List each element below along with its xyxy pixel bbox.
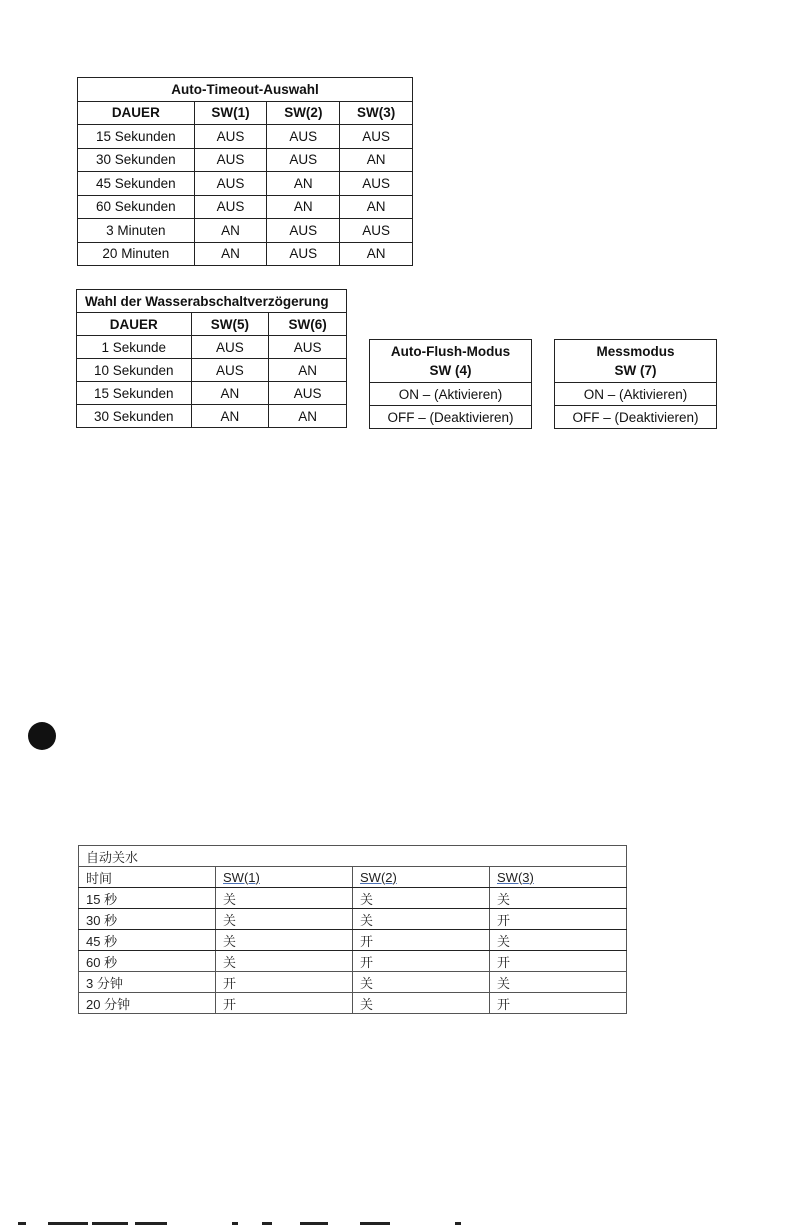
table-row <box>77 405 347 428</box>
cell: 关 <box>216 909 353 930</box>
table-row <box>78 172 413 196</box>
table-title: Auto-Timeout-Auswahl <box>78 78 413 102</box>
cell: 开 <box>490 993 627 1014</box>
cell: 15 Sekunden <box>78 125 195 149</box>
auto-timeout-table <box>77 77 413 266</box>
cell: AUS <box>267 125 340 149</box>
column-header: DAUER <box>78 101 195 125</box>
cell: AN <box>267 172 340 196</box>
table-header <box>555 340 717 383</box>
cell: AUS <box>194 148 267 172</box>
switch-label: SW (7) <box>614 363 657 378</box>
cell: AUS <box>340 172 413 196</box>
table-row <box>370 383 532 406</box>
cell: 45 Sekunden <box>78 172 195 196</box>
cell: 60 秒 <box>79 951 216 972</box>
table-row <box>79 972 627 993</box>
cell: AN <box>194 242 267 266</box>
page-bottom-marks <box>0 1218 793 1225</box>
cell: 1 Sekunde <box>77 336 192 359</box>
table-row <box>78 125 413 149</box>
table-row <box>79 951 627 972</box>
cell: 关 <box>353 909 490 930</box>
table-row <box>78 148 413 172</box>
cell: AUS <box>191 336 269 359</box>
table-row <box>78 219 413 243</box>
table-row <box>77 359 347 382</box>
cell: 10 Sekunden <box>77 359 192 382</box>
cell: 30 秒 <box>79 909 216 930</box>
table-row <box>78 195 413 219</box>
table-title: 自动关水 <box>79 846 627 867</box>
cell: 15 秒 <box>79 888 216 909</box>
cell: 开 <box>353 951 490 972</box>
cell: AN <box>269 405 347 428</box>
table-row <box>79 909 627 930</box>
cell: AUS <box>191 359 269 382</box>
cell: AUS <box>340 125 413 149</box>
cell: AUS <box>194 195 267 219</box>
cell: 30 Sekunden <box>78 148 195 172</box>
cell: AN <box>194 219 267 243</box>
table-row <box>370 406 532 429</box>
cell: 关 <box>353 993 490 1014</box>
cell: AUS <box>269 336 347 359</box>
cell: AUS <box>340 219 413 243</box>
cell: OFF – (Deaktivieren) <box>370 406 532 429</box>
cn-auto-shutoff-table <box>78 845 627 1014</box>
cell: 关 <box>490 930 627 951</box>
table-row <box>79 993 627 1014</box>
cell: 关 <box>490 888 627 909</box>
cell: AUS <box>267 219 340 243</box>
column-header: SW(6) <box>269 313 347 336</box>
cell: 关 <box>490 972 627 993</box>
table-row <box>555 383 717 406</box>
cell: 3 Minuten <box>78 219 195 243</box>
cell: AN <box>191 382 269 405</box>
water-delay-table <box>76 289 347 428</box>
auto-flush-table <box>369 339 532 429</box>
cell: AN <box>340 195 413 219</box>
cell: 关 <box>216 930 353 951</box>
cell: AN <box>340 242 413 266</box>
cell: 关 <box>353 972 490 993</box>
cell: OFF – (Deaktivieren) <box>555 406 717 429</box>
cell: ON – (Aktivieren) <box>555 383 717 406</box>
column-header: 时间 <box>79 867 216 888</box>
cell: AN <box>191 405 269 428</box>
table-row <box>79 930 627 951</box>
table-row <box>77 336 347 359</box>
cell: AN <box>267 195 340 219</box>
switch-label: SW (4) <box>429 363 472 378</box>
measure-mode-table <box>554 339 717 429</box>
cell: 开 <box>490 909 627 930</box>
table-title: Auto-Flush-Modus <box>390 344 511 359</box>
cell: 60 Sekunden <box>78 195 195 219</box>
table-row <box>78 242 413 266</box>
cell: 45 秒 <box>79 930 216 951</box>
cell: AN <box>269 359 347 382</box>
cell: 开 <box>353 930 490 951</box>
cell: AUS <box>194 172 267 196</box>
column-header: SW(3) <box>340 101 413 125</box>
cell: 开 <box>216 993 353 1014</box>
table-row <box>79 888 627 909</box>
cell: 3 分钟 <box>79 972 216 993</box>
cell: 开 <box>490 951 627 972</box>
column-header: DAUER <box>77 313 192 336</box>
cell: AN <box>340 148 413 172</box>
column-header: SW(5) <box>191 313 269 336</box>
cell: 关 <box>216 888 353 909</box>
cell: AUS <box>267 242 340 266</box>
column-header: SW(2) <box>267 101 340 125</box>
column-header: SW(1) <box>216 867 353 888</box>
cell: AUS <box>269 382 347 405</box>
column-header: SW(2) <box>353 867 490 888</box>
column-header: SW(3) <box>490 867 627 888</box>
table-row <box>77 382 347 405</box>
cell: ON – (Aktivieren) <box>370 383 532 406</box>
table-title: Messmodus <box>596 344 675 359</box>
table-title: Wahl der Wasserabschaltverzögerung <box>77 290 347 313</box>
cell: 开 <box>216 972 353 993</box>
cell: AUS <box>267 148 340 172</box>
cell: 30 Sekunden <box>77 405 192 428</box>
table-header <box>370 340 532 383</box>
table-row <box>555 406 717 429</box>
cell: 20 Minuten <box>78 242 195 266</box>
cell: 关 <box>216 951 353 972</box>
column-header: SW(1) <box>194 101 267 125</box>
cell: AUS <box>194 125 267 149</box>
cell: 关 <box>353 888 490 909</box>
cell: 15 Sekunden <box>77 382 192 405</box>
section-bullet-icon <box>28 722 56 750</box>
cell: 20 分钟 <box>79 993 216 1014</box>
